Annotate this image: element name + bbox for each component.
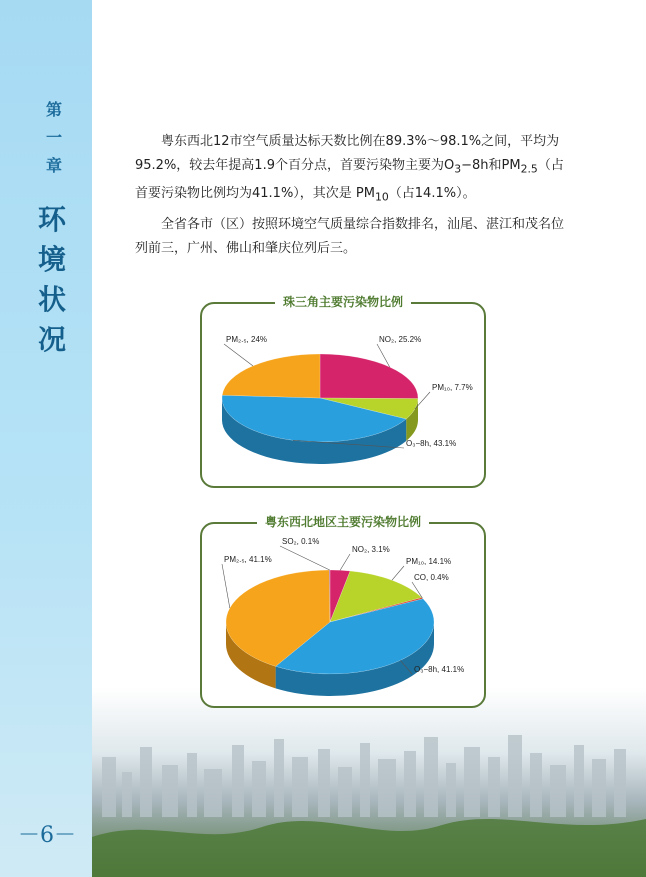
slice-label: PM₁₀, 7.7%	[432, 383, 473, 392]
page-number: －6－	[18, 823, 76, 848]
label-leader-line	[392, 566, 404, 580]
chart-title: 粤东西北地区主要污染物比例	[257, 513, 429, 530]
subscript: 2.5	[520, 162, 538, 176]
paragraph-1	[135, 130, 565, 209]
label-leader-line	[224, 344, 253, 366]
chapter-title-char: 况	[37, 323, 66, 356]
chapter-char: 一	[45, 128, 62, 147]
text-run: （占14.1%）。	[388, 185, 476, 201]
chart-panel-2	[200, 515, 486, 708]
label-leader-line	[280, 546, 330, 570]
pie-chart-2	[202, 524, 484, 706]
pie-slice	[320, 354, 418, 399]
slice-label: NO₂, 3.1%	[352, 545, 390, 554]
pie-slice	[222, 354, 320, 398]
city-skyline-photo	[92, 687, 646, 877]
pie-chart-1	[202, 304, 484, 486]
text-run: 粤东西北12市空气质量达标天数比例在89.3%～98.1%之间，平均为95.2%，较去年提高1.9个百分点，首要污染物主要为O	[135, 134, 560, 173]
text-run: −8h和PM	[461, 158, 521, 173]
body-text	[135, 130, 565, 265]
chapter-title-char: 状	[37, 283, 66, 316]
subscript: 10	[375, 190, 389, 204]
label-leader-line	[222, 564, 230, 608]
chapter-label	[36, 96, 72, 180]
slice-label: SO₂, 0.1%	[282, 537, 320, 546]
label-leader-line	[340, 554, 350, 570]
chapter-char: 章	[45, 156, 62, 175]
slice-label: PM₂.₅, 41.1%	[224, 555, 272, 564]
slice-label: PM₂.₅, 24%	[226, 335, 268, 344]
slice-label: O₃−8h, 41.1%	[414, 665, 465, 674]
slice-label: NO₂, 25.2%	[379, 335, 422, 344]
slice-label: O₃−8h, 43.1%	[406, 439, 457, 448]
chart-panel-1	[200, 295, 486, 488]
chart-title: 珠三角主要污染物比例	[275, 293, 411, 310]
slice-label: CO, 0.4%	[414, 573, 449, 582]
text-run: （占首要污染物比例均为41.1%），其次是 PM	[135, 158, 564, 201]
chapter-title-char: 环	[37, 203, 66, 236]
slice-label: PM₁₀, 14.1%	[406, 557, 452, 566]
chapter-char: 第	[45, 100, 62, 119]
chapter-title-char: 境	[37, 243, 66, 276]
subscript: 3	[454, 162, 462, 176]
paragraph-2: 全省各市（区）按照环境空气质量综合指数排名，汕尾、湛江和茂名位列前三，广州、佛山和肇庆位列后三。	[135, 217, 565, 257]
chapter-title	[30, 200, 74, 360]
